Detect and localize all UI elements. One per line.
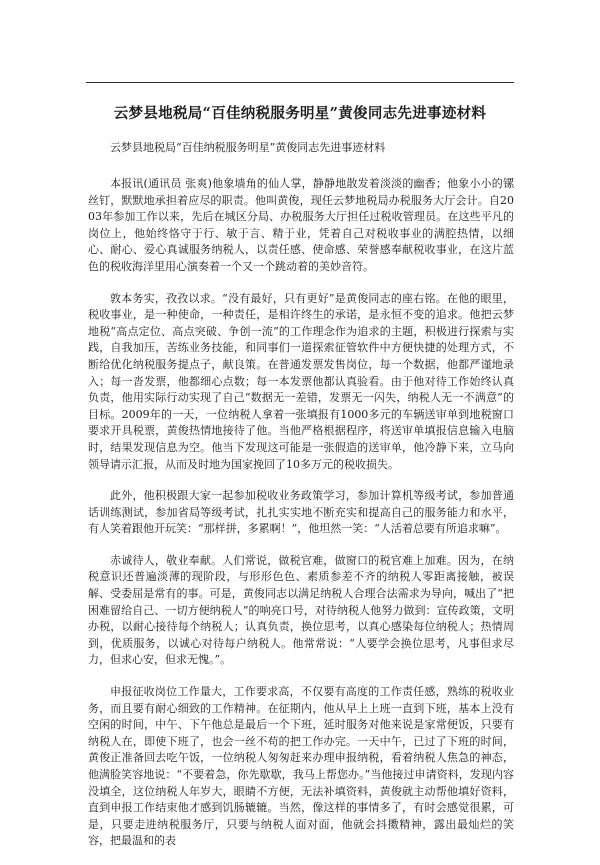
document-subtitle: 云梦县地税局“百佳纳税服务明星”黄俊同志先进事迹材料 [110, 141, 386, 154]
body-paragraph: 敦本务实，孜孜以求。“没有最好，只有更好”是黄俊同志的座右铭。在他的眼里，税收事业，是一种使命，一种责任，是相许终生的承诺，是永恒不变的追求。他把云梦地税“高点定位、高点突破、争创一流”的工作理念作为追求的主题，积极进行探索与实践，自我加压，苦练业务技能，和同事们一道探索征管软件中方便快捷的处理方式，不断给优化纳税服务提点子，献良策。在普通发票发售岗位，每一个数据，他都严谨地录入；每一沓发票，他都细心点数；每一本发票他都认真验看。由于他对待工作始终认真负责，他用实际行动实现了自己“数据无一差错，发票无一闪失，纳税人无一不满意”的目标。2009年的一天，一位纳税人拿着一张填报有1000多元的车辆送审单到地税窗口要求开具税票，黄俊热情地接待了他。当他严格根据程序，将送审单填报信息输入电脑时，结果发现信息为空。他当下发现这可能是一张假造的送审单，他冷静下来，立马向领导请示汇报，从而及时地为国家挽回了10多万元的税收损失。 [88, 291, 514, 471]
body-paragraph: 此外，他积极跟大家一起参加税收业务政策学习，参加计算机等级考试，参加普通话训练测试，参加省局等级考试，扎扎实实地不断充实和提高自己的服务能力和水平，有人笑着跟他开玩笑：“那样拼，多累啊！”，他坦然一笑：“人活着总要有所追求嘛”。 [88, 489, 514, 536]
body-paragraph: 赤诚待人，敬业奉献。人们常说，做税官难，做窗口的税官难上加难。因为，在纳税意识还普遍淡薄的现阶段，与形形色色、素质参差不齐的纳税人零距离接触，被误解、受委屈是常有的事。可是，黄俊同志以满足纳税人合理合法需求为导向，喊出了“把困难留给自己、一切方便纳税人”的响亮口号，对待纳税人他努力做到：宣传政策，文明办税，以耐心接待每个纳税人；认真负责，换位思考，以真心感染每位纳税人；热情周到，优质服务，以诚心对待每户纳税人。他常常说：“人要学会换位思考，凡事但求尽力，但求心安，但求无愧。”。 [88, 553, 514, 667]
body-paragraph: 本报讯(通讯员 张爽)他象墙角的仙人掌，静静地散发着淡淡的幽香；他象小小的镙丝钉，默默地承担着应尽的职责。他叫黄俊，现任云梦地税局办税服务大厅会计。自2003年参加工作以来，先后在城区分局、办税服务大厅担任过税收管理员。在这些平凡的岗位上，他始终恪守于行、敏于言、精于业，凭着自己对税收事业的满腔热情，以细心、耐心、爱心真诚服务纳税人，以责任感、使命感、荣誉感奉献税收事业，在这片蓝色的税收海洋里用心演奏着一个又一个跳动着的美妙音符。 [88, 177, 514, 273]
document-title: 云梦县地税局“百佳纳税服务明星”黄俊同志先进事迹材料 [113, 105, 487, 122]
body-paragraph: 申报征收岗位工作量大，工作要求高，不仅要有高度的工作责任感，熟练的税收业务，而且要有耐心细致的工作精神。在征期内，他从早上上班一直到下班，基本上没有空闲的时间，中午、下午他总是最后一个下班，延时服务对他来说是家常便饭，只要有纳税人在，即使下班了，也会一丝不苟的把工作办完。一天中午，已过了下班的时间，黄俊正准备回去吃午饭，一位纳税人匆匆赶来办理申报纳税，看着纳税人焦急的神态，他满脸笑容地说：“不要着急，你先歇歇，我马上帮您办。”当他接过申请资料，发现内容没填全，这位纳税人年岁大，眼睛不方便，无法补填资料，黄俊就主动帮他填好资料，直到申报工作结束他才感到饥肠辘辘。当然，像这样的事情多了，有时会感觉很累，可是，只要走进纳税服务厅，只要与纳税人面对面，他就会抖擞精神，露出最灿烂的笑容，把最温和的表 [88, 685, 514, 848]
header-rule [86, 82, 514, 83]
document-body [88, 176, 514, 865]
